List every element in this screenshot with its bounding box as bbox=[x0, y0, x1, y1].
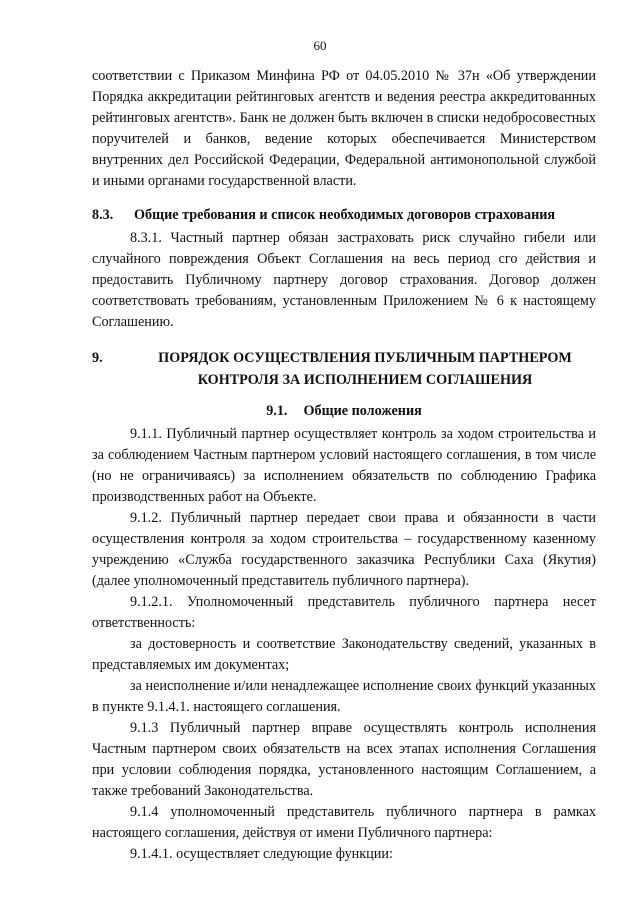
paragraph-9-1-2-1: 9.1.2.1. Уполномоченный представитель публичного партнера несет ответственность: bbox=[92, 594, 596, 631]
paragraph-9-1-4: 9.1.4 уполномоченный представитель публичного партнера в рамках настоящего соглашения, действуя от имени Публичного партнера: bbox=[92, 804, 596, 841]
page-content bbox=[92, 66, 596, 865]
section-9-1-number: 9.1. bbox=[266, 403, 288, 419]
section-9-1-heading bbox=[92, 401, 596, 422]
paragraph-8-3-1: 8.3.1. Частный партнер обязан застраховать риск случайно гибели или случайного повреждения Объект Соглашения на весь период сго действия и предоставить Публичному партнеру договор страхования. Договор должен соответствовать требованиям, установленным Приложением № 6 к настоящему Соглашению. bbox=[92, 230, 596, 330]
intro-paragraph: соответствии с Приказом Минфина РФ от 04.05.2010 № 37н «Об утверждении Порядка аккредитации рейтинговых агентств и ведения реестра аккредитованных рейтинговых агентств». Банк не должен быть включен в списки недобросовестных поручителей и банков, ведение которых обеспечивается Министерством внутренних дел Российской Федерации, Федеральной антимонопольной службой и иными органами государственной власти. bbox=[92, 68, 596, 189]
section-9-title-line1: ПОРЯДОК ОСУЩЕСТВЛЕНИЯ ПУБЛИЧНЫМ ПАРТНЕРОМ bbox=[158, 350, 572, 366]
responsibility-item-accuracy: за достоверность и соответствие Законодательству сведений, указанных в представляемых им документах; bbox=[92, 636, 596, 673]
section-9-1-title: Общие положения bbox=[303, 403, 422, 419]
section-9-heading bbox=[92, 347, 596, 391]
paragraph-9-1-4-1: 9.1.4.1. осуществляет следующие функции: bbox=[130, 846, 393, 862]
section-8-3-number: 8.3. bbox=[92, 207, 114, 223]
section-8-3-title: Общие требования и список необходимых договоров страхования bbox=[134, 207, 556, 223]
section-8-3-heading bbox=[92, 205, 596, 226]
paragraph-9-1-1: 9.1.1. Публичный партнер осуществляет контроль за ходом строительства и за соблюдением Частным партнером условий настоящего соглашения, в том числе (но не ограничиваясь) за исполнением обязательств по соблюдению Графика производственных работ на Объекте. bbox=[92, 426, 596, 505]
section-9-number: 9. bbox=[92, 350, 103, 366]
section-9-title-line2: КОНТРОЛЯ ЗА ИСПОЛНЕНИЕМ СОГЛАШЕНИЯ bbox=[197, 372, 533, 388]
paragraph-9-1-3: 9.1.3 Публичный партнер вправе осуществлять контроль исполнения Частным партнером своих обязательств на всех этапах исполнения Соглашения при условии соблюдения порядка, установленного настоящим Соглашением, а также требований Законодательства. bbox=[92, 720, 596, 799]
paragraph-9-1-2: 9.1.2. Публичный партнер передает свои права и обязанности в части осуществления контроля за ходом строительства – государственному казенному учреждению «Служба государственного заказчика Республики Саха (Якутия) (далее уполномоченный представитель публичного партнера). bbox=[92, 510, 596, 589]
page-number: 60 bbox=[313, 38, 327, 53]
responsibility-item-nonperformance: за неисполнение и/или ненадлежащее исполнение своих функций указанных в пункте 9.1.4.1. настоящего соглашения. bbox=[92, 678, 596, 715]
section-9-title bbox=[144, 347, 596, 391]
